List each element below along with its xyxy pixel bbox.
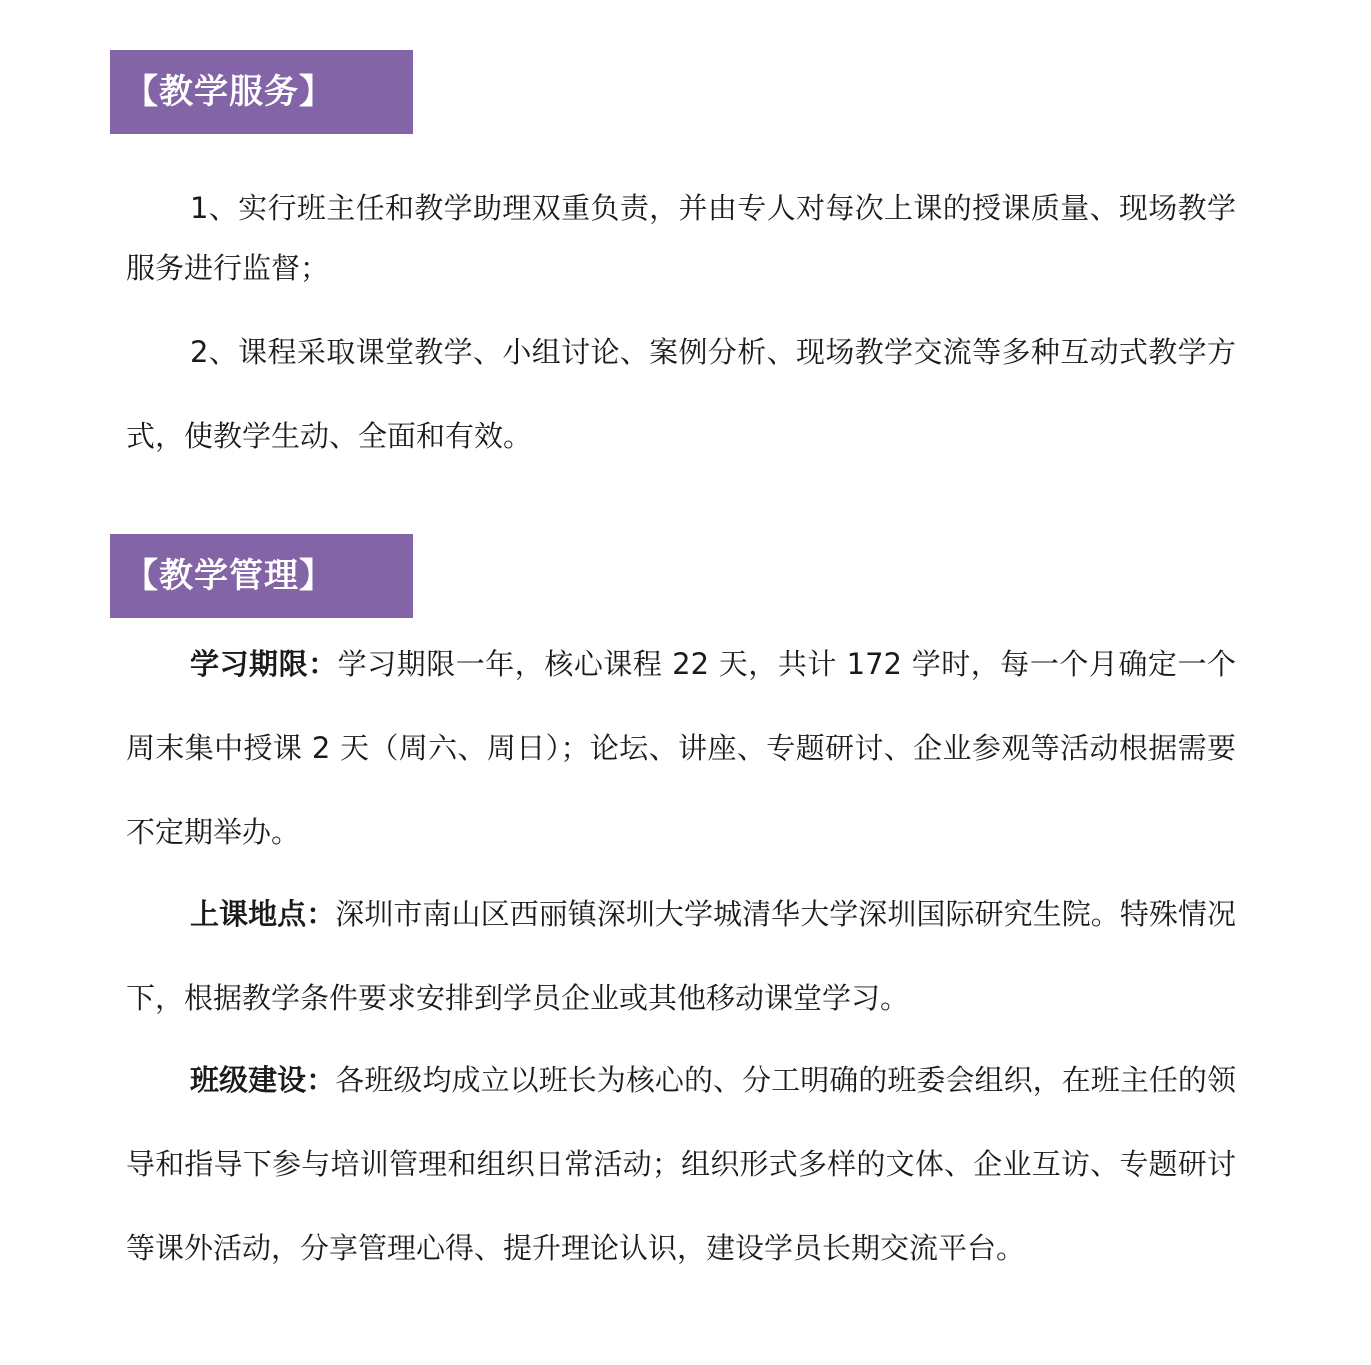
study-period-paragraph: [126, 622, 1236, 874]
service-item-2: 2、课程采取课堂教学、小组讨论、案例分析、现场教学交流等多种互动式教学方式，使教学生动、全面和有效。: [126, 335, 1236, 453]
teaching-service-heading: 【教学服务】: [110, 50, 413, 134]
study-period-label: 学习期限：: [190, 647, 338, 681]
study-period-text: 学习期限一年，核心课程 22 天，共计 172 学时，每一个月确定一个周末集中授课 2 天（周六、周日）；论坛、讲座、专题研讨、企业参观等活动根据需要不定期举办。: [126, 647, 1236, 849]
location-paragraph: [126, 872, 1236, 1040]
teaching-management-heading: 【教学管理】: [110, 534, 413, 618]
service-item-1: 1、实行班主任和教学助理双重负责，并由专人对每次上课的授课质量、现场教学服务进行监督；: [126, 191, 1236, 285]
class-building-text: 各班级均成立以班长为核心的、分工明确的班委会组织，在班主任的领导和指导下参与培训管理和组织日常活动；组织形式多样的文体、企业互访、专题研讨等课外活动，分享管理心得、提升理论认识，建设学员长期交流平台。: [126, 1063, 1236, 1265]
class-building-label: 班级建设：: [190, 1063, 336, 1097]
location-text: 深圳市南山区西丽镇深圳大学城清华大学深圳国际研究生院。特殊情况下，根据教学条件要求安排到学员企业或其他移动课堂学习。: [126, 897, 1236, 1015]
class-building-paragraph: [126, 1038, 1236, 1290]
location-label: 上课地点：: [190, 897, 336, 931]
